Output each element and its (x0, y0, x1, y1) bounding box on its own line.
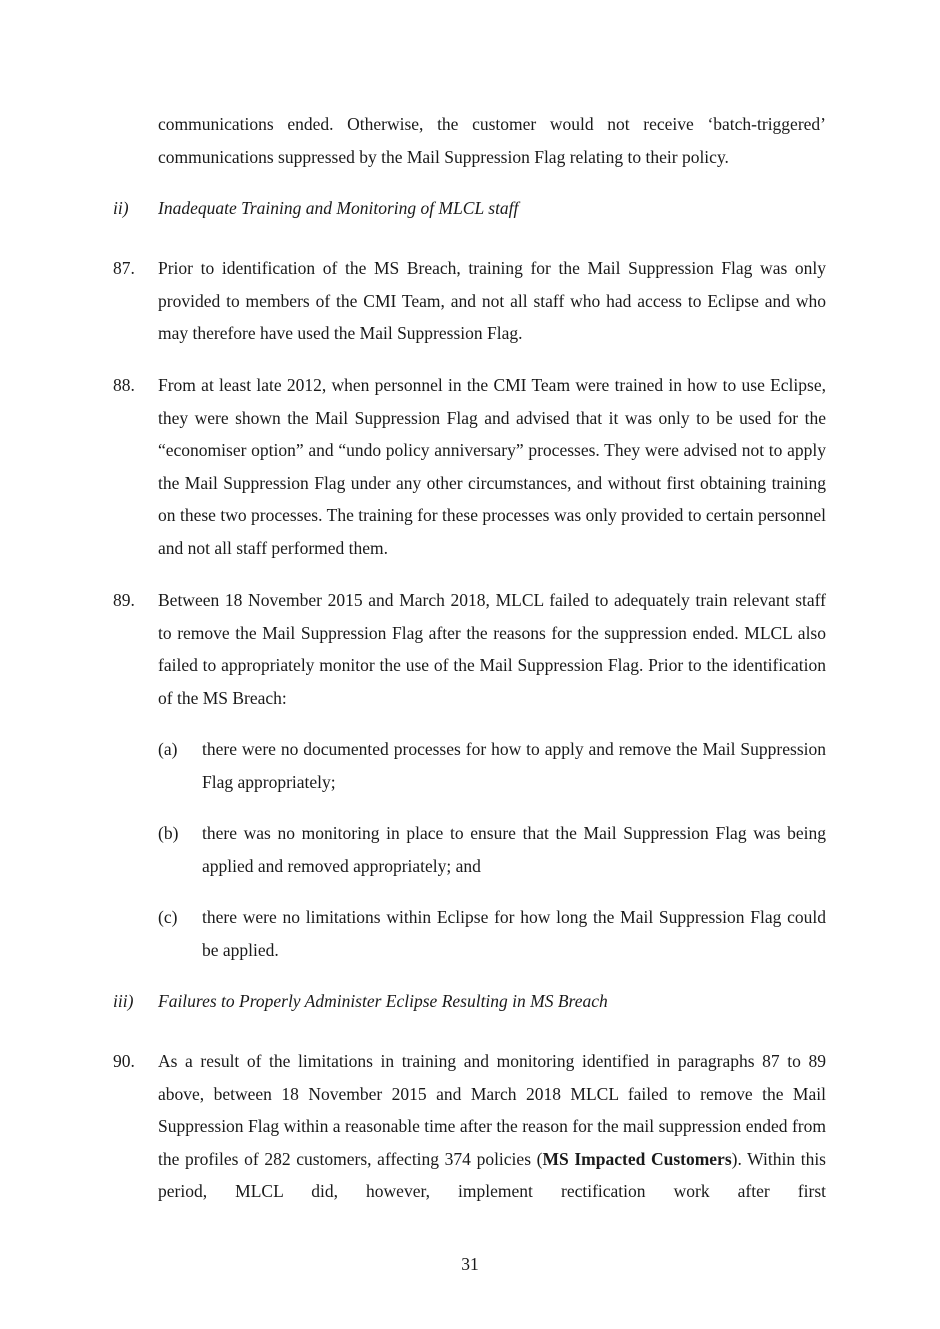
subitem-label: (c) (158, 907, 178, 927)
paragraph-text: Between 18 November 2015 and March 2018, MLCL failed to adequately train relevant staff to remove the Mail Suppression Flag after the reasons for the suppression ended. MLCL also failed to appropriately monitor the use of the Mail Suppression Flag. Prior to the identification of the MS Breach: (158, 590, 826, 708)
subitem-text: there were no documented processes for how to apply and remove the Mail Suppression Flag appropriately; (202, 739, 826, 792)
section-heading-title: Inadequate Training and Monitoring of MLCL staff (158, 198, 519, 218)
paragraph-text: From at least late 2012, when personnel in the CMI Team were trained in how to use Eclipse, they were shown the Mail Suppression Flag and advised that it was only to be used for the “economiser option” and “undo policy anniversary” processes. They were advised not to apply the Mail Suppression Flag under any other circumstances, and without first obtaining training on these two processes. The training for these processes was only provided to certain personnel and not all staff performed them. (158, 375, 826, 558)
paragraph-text-start: As a result of the limitations in training and monitoring identified in paragraphs 87 to 89 above, between 18 November 2015 and March 2018 MLCL failed to remove the Mail Suppression Flag within a reasonable time after the reason for the mail suppression ended from the profiles of 282 customers, affecting 374 policies ( (158, 1051, 826, 1169)
paragraph-text: Prior to identification of the MS Breach, training for the Mail Suppression Flag was only provided to members of the CMI Team, and not all staff who had access to Eclipse and who may therefore have used the Mail Suppression Flag. (158, 258, 826, 344)
subitem-label: (a) (158, 739, 178, 759)
subitem-label: (b) (158, 823, 179, 843)
paragraph-text-end: ). Within this period, MLCL did, however, implement rectification work after first (158, 1148, 826, 1202)
paragraph-number: 89. (113, 590, 135, 610)
subitem-text: there were no limitations within Eclipse for how long the Mail Suppression Flag could be applied. (202, 907, 826, 960)
section-heading-number: ii) (113, 198, 129, 218)
paragraph-number: 88. (113, 375, 135, 395)
defined-term: MS Impacted Customers (542, 1148, 732, 1169)
paragraph-number: 90. (113, 1051, 135, 1071)
section-heading-title: Failures to Properly Administer Eclipse Resulting in MS Breach (158, 991, 608, 1011)
paragraph-text (158, 1045, 826, 1208)
continuation-paragraph: communications ended. Otherwise, the customer would not receive ‘batch-triggered’ communications suppressed by the Mail Suppression Flag relating to their policy. (158, 114, 826, 167)
subitem-text: there was no monitoring in place to ensure that the Mail Suppression Flag was being applied and removed appropriately; and (202, 823, 826, 876)
page-number: 31 (461, 1254, 479, 1274)
paragraph-number: 87. (113, 258, 135, 278)
section-heading-number: iii) (113, 991, 134, 1011)
